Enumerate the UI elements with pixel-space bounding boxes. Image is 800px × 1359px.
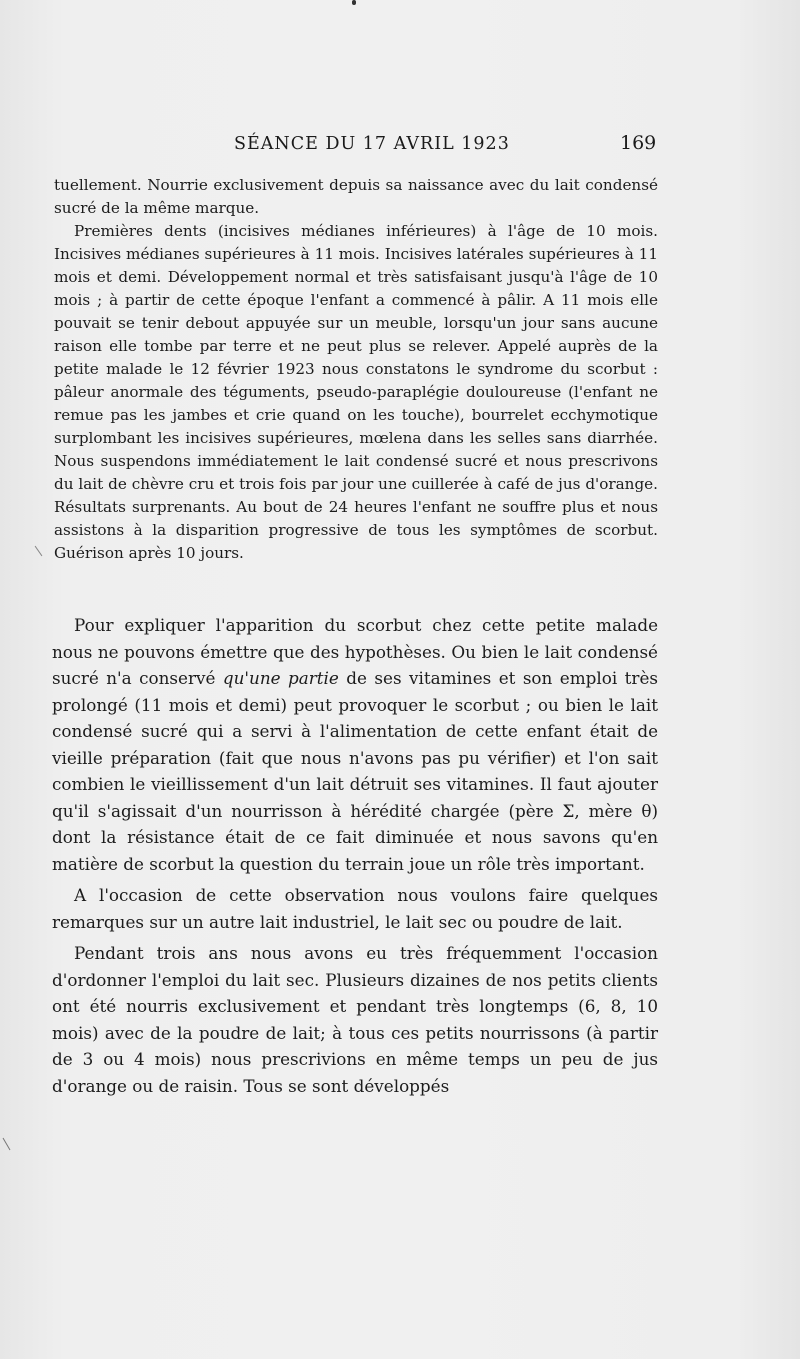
margin-mark	[35, 546, 43, 556]
discussion-text	[52, 612, 658, 1099]
discussion-paragraph: A l'occasion de cette observation nous voulons faire quelques remarques sur un autre lait industriel, le lait sec ou poudre de lait.	[52, 885, 658, 932]
case-report	[54, 174, 658, 565]
discussion-paragraph	[52, 612, 658, 877]
ink-speck	[352, 0, 356, 5]
discussion-paragraph: Pendant trois ans nous avons eu très fréquemment l'occasion d'ordonner l'emploi du lait sec. Plusieurs dizaines de nos petits clients ont été nourris exclusivement et pendant très longtemps (6, 8, 10 mois) avec de la poudre de lait; à tous ces petits nourrissons (à partir de 3 ou 4 mois) nous prescrivions en même temps un peu de jus d'orange ou de raisin. Tous se sont développés	[52, 943, 658, 1096]
text-run: Pour expliquer l'apparition du scorbut chez cette petite malade nous ne pouvons émettre que des hypothèses. Ou bien le lait condensé sucré n'a conservé	[52, 615, 658, 688]
case-paragraph: tuellement. Nourrie exclusivement depuis sa naissance avec du lait condensé sucré de la même marque.	[54, 176, 658, 217]
text-run: de ses vitamines et son emploi très prolongé (11 mois et demi) peut provoquer le scorbut ; ou bien le lait condensé sucré qui a servi à l'alimentation de cette enfant était de vieille préparation (fait que nous n'avons pas pu vérifier) et l'on sait combien le vieillissement d'un lait détruit ses vitamines. Il faut ajouter qu'il s'agissait d'un nourrisson à hérédité chargée (père Σ, mère θ) dont la résistance était de ce fait diminuée et nous savons qu'en matière de scorbut la question du terrain joue un rôle très important.	[52, 668, 658, 874]
page-number: 169	[620, 132, 657, 154]
case-paragraph: Premières dents (incisives médianes inférieures) à l'âge de 10 mois. Incisives médianes supérieures à 11 mois. Incisives latérales supérieures à 11 mois et demi. Développement normal et très satisfaisant jusqu'à l'âge de 10 mois ; à partir de cette époque l'enfant a commencé à pâlir. A 11 mois elle pouvait se tenir debout appuyée sur un meuble, lorsqu'un jour sans aucune raison elle tombe par terre et ne peut plus se relever. Appelé auprès de la petite malade le 12 février 1923 nous constatons le syndrome du scorbut : pâleur anormale des téguments, pseudo-paraplégie douloureuse (l'enfant ne remue pas les jambes et crie quand on les touche), bourrelet ecchymotique surplombant les incisives supérieures, mœlena dans les selles sans diarrhée. Nous suspendons immédiatement le lait condensé sucré et nous prescrivons du lait de chèvre cru et trois fois par jour une cuillerée à café de jus d'orange. Résultats surprenants. Au bout de 24 heures l'enfant ne souffre plus et nous assistons à la disparition progressive de tous les symptômes de scorbut. Guérison après 10 jours.	[54, 222, 658, 562]
italic-text: qu'une partie	[222, 668, 339, 688]
running-head: SÉANCE DU 17 AVRIL 1923	[234, 134, 510, 154]
margin-mark	[3, 1138, 11, 1151]
